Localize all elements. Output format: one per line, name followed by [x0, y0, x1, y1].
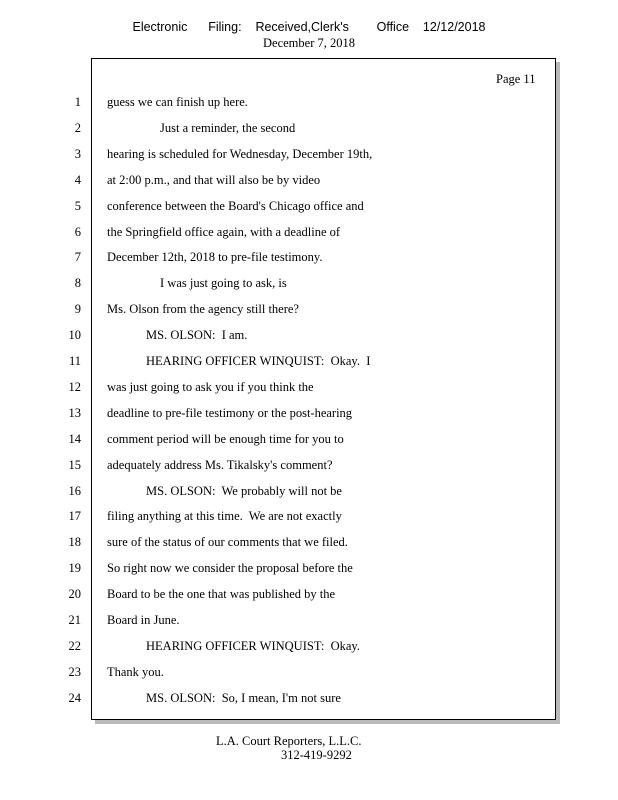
transcript-line	[0, 275, 560, 291]
line-text: filing anything at this time. We are not exactly	[107, 509, 342, 524]
line-number: 20	[68, 587, 81, 602]
transcript-line	[0, 353, 560, 369]
line-number: 13	[68, 405, 81, 420]
line-text: was just going to ask you if you think the	[107, 379, 314, 394]
line-text: HEARING OFFICER WINQUIST: Okay. I	[146, 354, 371, 368]
line-number: 7	[74, 250, 81, 265]
line-text: MS. OLSON: We probably will not be	[146, 483, 342, 498]
line-number: 1	[74, 95, 81, 109]
line-number: 6	[74, 224, 81, 239]
transcript-line	[0, 379, 560, 395]
court-reporter-phone: 312-419-9292	[281, 748, 352, 762]
transcript-line	[0, 431, 560, 447]
line-text: MS. OLSON: So, I mean, I'm not sure	[146, 690, 341, 705]
transcript-line	[0, 612, 560, 628]
line-number: 21	[68, 613, 81, 627]
line-number: 24	[68, 690, 81, 705]
line-text: comment period will be enough time for you to	[107, 431, 344, 446]
transcript-line	[0, 534, 560, 550]
transcript-line	[0, 224, 560, 240]
transcript-line	[0, 94, 560, 110]
line-number: 11	[68, 354, 81, 368]
transcript-line	[0, 327, 560, 343]
line-number: 17	[68, 509, 81, 524]
line-number: 8	[74, 276, 81, 291]
transcript-line	[0, 638, 560, 654]
line-text: Board in June.	[107, 613, 180, 627]
court-reporter-company: L.A. Court Reporters, L.L.C.	[216, 734, 362, 748]
transcript-date: December 7, 2018	[263, 36, 355, 50]
page-number: Page 11	[496, 72, 536, 86]
line-number: 19	[68, 561, 81, 576]
transcript-line	[0, 690, 560, 706]
line-number: 14	[68, 431, 81, 446]
line-number: 10	[68, 328, 81, 343]
transcript-line	[0, 586, 560, 602]
line-text: Just a reminder, the second	[160, 120, 296, 135]
transcript-line	[0, 457, 560, 473]
transcript-line	[0, 120, 560, 136]
line-text: guess we can finish up here.	[107, 95, 248, 109]
transcript-line	[0, 301, 560, 317]
line-number: 18	[68, 535, 81, 550]
line-number: 5	[74, 198, 81, 213]
line-text: adequately address Ms. Tikalsky's comment?	[107, 457, 333, 472]
electronic-filing-stamp: Electronic Filing: Received,Clerk's Office 12/12/2018	[132, 20, 486, 34]
line-text: MS. OLSON: I am.	[146, 328, 248, 343]
transcript-line	[0, 483, 560, 499]
transcript-line	[0, 172, 560, 188]
line-number: 12	[68, 379, 81, 394]
line-text: hearing is scheduled for Wednesday, December 19th,	[107, 146, 373, 161]
line-number: 15	[68, 457, 81, 472]
line-text: Board to be the one that was published by the	[107, 587, 336, 602]
transcript-line	[0, 405, 560, 421]
transcript-line	[0, 508, 560, 524]
line-number: 3	[74, 146, 81, 161]
line-text: Thank you.	[107, 664, 164, 679]
transcript-line	[0, 146, 560, 162]
line-number: 2	[74, 120, 81, 135]
line-text: December 12th, 2018 to pre-file testimony.	[107, 250, 323, 265]
line-number: 9	[74, 302, 81, 317]
line-text: deadline to pre-file testimony or the post-hearing	[107, 405, 353, 420]
transcript-line	[0, 249, 560, 265]
transcript-line	[0, 664, 560, 680]
line-number: 23	[68, 664, 81, 679]
line-text: conference between the Board's Chicago office and	[107, 198, 364, 213]
line-text: at 2:00 p.m., and that will also be by video	[107, 172, 321, 187]
line-text: sure of the status of our comments that we filed.	[107, 535, 348, 550]
line-text: I was just going to ask, is	[160, 276, 287, 291]
line-text: Ms. Olson from the agency still there?	[107, 302, 299, 317]
line-text: HEARING OFFICER WINQUIST: Okay.	[146, 638, 360, 653]
line-number: 22	[68, 638, 81, 653]
line-number: 16	[68, 483, 81, 498]
line-text: So right now we consider the proposal before the	[107, 561, 353, 576]
line-text: the Springfield office again, with a deadline of	[107, 224, 341, 239]
transcript-line	[0, 560, 560, 576]
transcript-line	[0, 198, 560, 214]
line-number: 4	[74, 172, 81, 187]
